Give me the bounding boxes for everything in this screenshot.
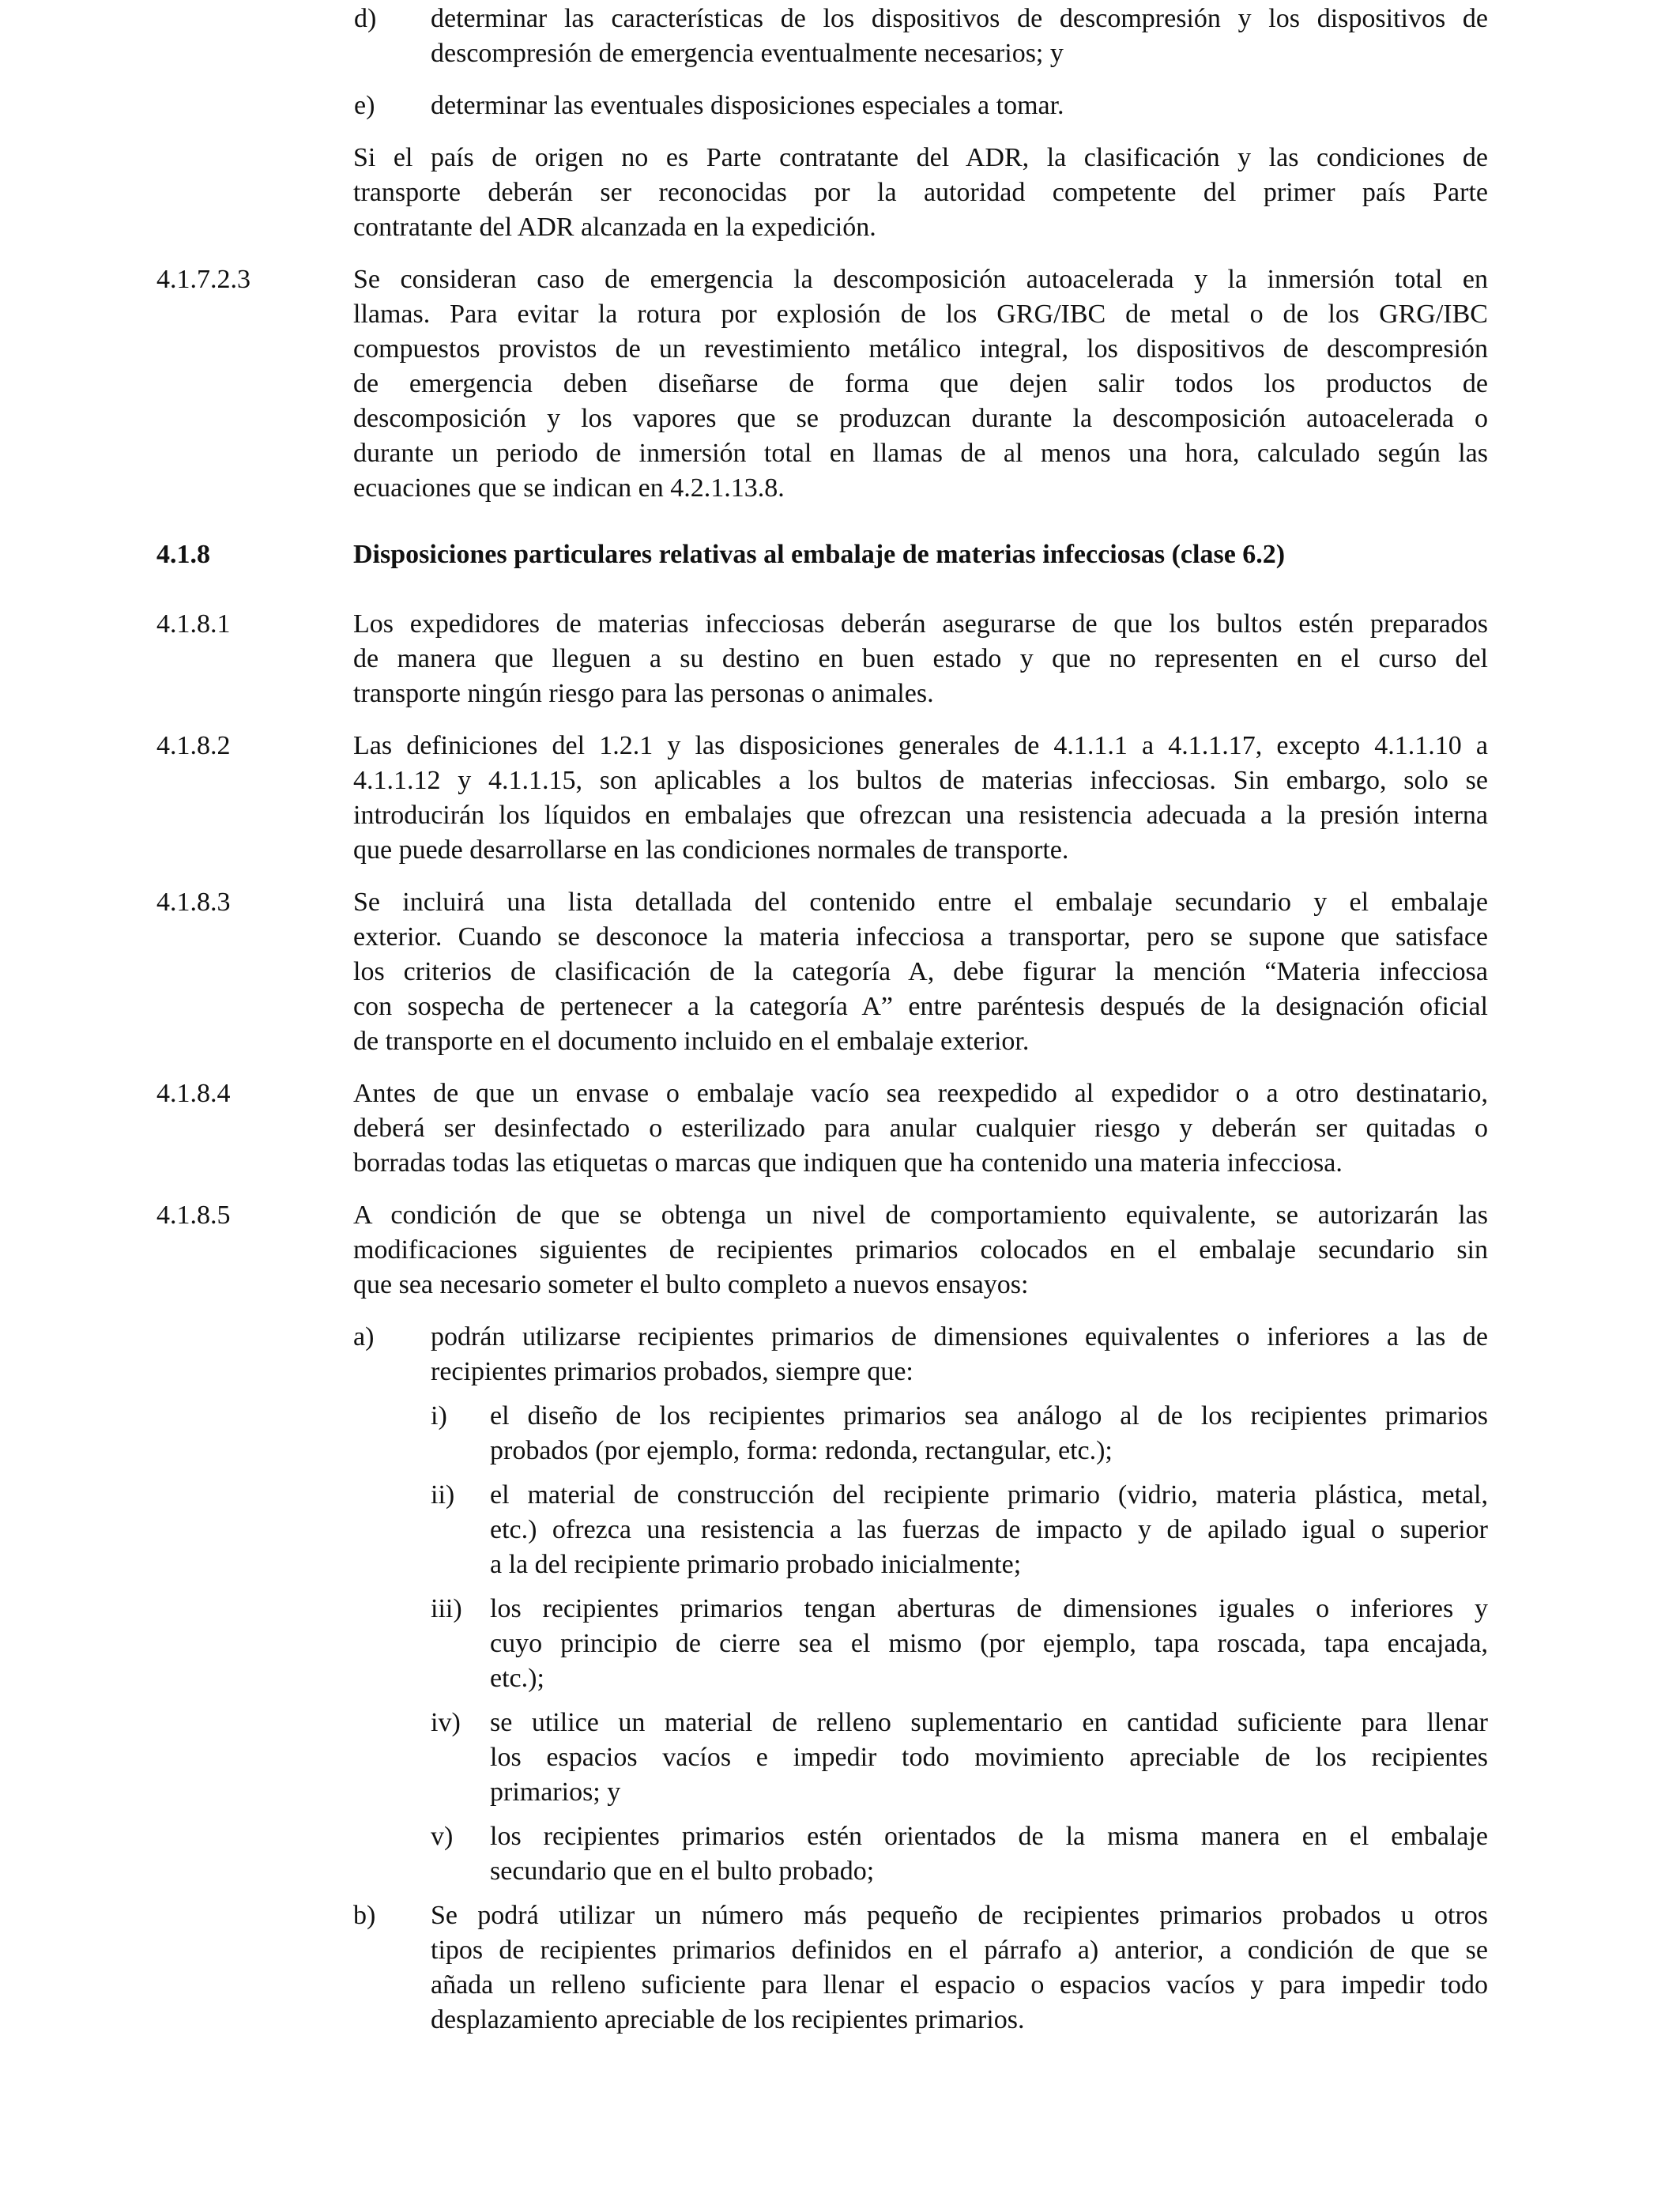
item-b-line-1: Se podrá utilizar un número más pequeño de recipientes primarios probados u otros [431, 1901, 1488, 1930]
subitem-label-i: i) [431, 1401, 447, 1431]
s4183-line-4: con sospecha de pertenecer a la categoría A” entre paréntesis después de la designación oficial [353, 992, 1488, 1021]
item-b-line-3: añada un relleno suficiente para llenar el espacio o espacios vacíos y para impedir todo [431, 1970, 1488, 2000]
para-origen-line-3: contratante del ADR alcanzada en la expedición. [353, 213, 876, 242]
subitem-ii-line-1: el material de construcción del recipiente primario (vidrio, materia plástica, metal, [490, 1480, 1488, 1510]
item-a-line-1: podrán utilizarse recipientes primarios de dimensiones equivalentes o inferiores a las de [431, 1322, 1488, 1351]
item-label-d: d) [354, 4, 377, 33]
s4185-line-2: modificaciones siguientes de recipientes primarios colocados en el embalaje secundario sin [353, 1235, 1488, 1265]
s4182-line-2: 4.1.1.12 y 4.1.1.15, son aplicables a los bultos de materias infecciosas. Sin embargo, solo se [353, 766, 1488, 795]
section-number-4-1-7-2-3: 4.1.7.2.3 [156, 265, 250, 294]
s4183-line-3: los criterios de clasificación de la categoría A, debe figurar la mención “Materia infecciosa [353, 957, 1488, 986]
section-title-4-1-8: Disposiciones particulares relativas al embalaje de materias infecciosas (clase 6.2) [353, 540, 1286, 569]
para-origen-line-1: Si el país de origen no es Parte contratante del ADR, la clasificación y las condiciones de [353, 143, 1488, 172]
item-label-b: b) [353, 1901, 376, 1930]
s4181-line-2: de manera que lleguen a su destino en buen estado y que no representen en el curso del [353, 644, 1488, 673]
item-label-e: e) [354, 91, 375, 120]
s4185-line-3: que sea necesario someter el bulto completo a nuevos ensayos: [353, 1270, 1029, 1299]
subitem-iii-line-2: cuyo principio de cierre sea el mismo (por ejemplo, tapa roscada, tapa encajada, [490, 1629, 1488, 1658]
item-a-line-2: recipientes primarios probados, siempre que: [431, 1357, 913, 1386]
s4172-3-line-2: llamas. Para evitar la rotura por explosión de los GRG/IBC de metal o de los GRG/IBC [353, 300, 1488, 329]
s4185-line-1: A condición de que se obtenga un nivel de comportamiento equivalente, se autorizarán las [353, 1201, 1488, 1230]
s4184-line-3: borradas todas las etiquetas o marcas que indiquen que ha contenido una materia infecciosa. [353, 1148, 1343, 1178]
item-b-line-4: desplazamiento apreciable de los recipientes primarios. [431, 2005, 1025, 2034]
subitem-ii-line-3: a la del recipiente primario probado inicialmente; [490, 1550, 1022, 1579]
s4182-line-1: Las definiciones del 1.2.1 y las disposiciones generales de 4.1.1.1 a 4.1.1.17, excepto 4.1.1.10 a [353, 731, 1488, 760]
subitem-ii-line-2: etc.) ofrezca una resistencia a las fuerzas de impacto y de apilado igual o superior [490, 1515, 1488, 1544]
subitem-i-line-1: el diseño de los recipientes primarios sea análogo al de los recipientes primarios [490, 1401, 1488, 1431]
subitem-label-iv: iv) [431, 1708, 461, 1737]
subitem-iii-line-1: los recipientes primarios tengan aberturas de dimensiones iguales o inferiores y [490, 1594, 1488, 1623]
section-number-4-1-8-5: 4.1.8.5 [156, 1201, 231, 1230]
s4172-3-line-5: descomposición y los vapores que se produzcan durante la descomposición autoacelerada o [353, 404, 1488, 433]
subitem-v-line-2: secundario que en el bulto probado; [490, 1857, 875, 1886]
subitem-label-iii: iii) [431, 1594, 462, 1623]
s4181-line-1: Los expedidores de materias infecciosas deberán asegurarse de que los bultos estén preparados [353, 609, 1488, 639]
item-d-line-1: determinar las características de los dispositivos de descompresión y los dispositivos de [431, 4, 1488, 33]
subitem-label-ii: ii) [431, 1480, 455, 1510]
s4184-line-1: Antes de que un envase o embalaje vacío sea reexpedido al expedidor o a otro destinatario, [353, 1079, 1488, 1108]
s4172-3-line-1: Se consideran caso de emergencia la descomposición autoacelerada y la inmersión total en [353, 265, 1488, 294]
subitem-label-v: v) [431, 1822, 454, 1851]
s4183-line-1: Se incluirá una lista detallada del contenido entre el embalaje secundario y el embalaje [353, 888, 1488, 917]
s4182-line-3: introducirán los líquidos en embalajes que ofrezcan una resistencia adecuada a la presión interna [353, 801, 1488, 830]
s4184-line-2: deberá ser desinfectado o esterilizado para anular cualquier riesgo y deberán ser quitadas o [353, 1114, 1488, 1143]
subitem-iv-line-2: los espacios vacíos e impedir todo movimiento apreciable de los recipientes [490, 1743, 1488, 1772]
s4183-line-5: de transporte en el documento incluido en el embalaje exterior. [353, 1027, 1030, 1056]
s4172-3-line-3: compuestos provistos de un revestimiento metálico integral, los dispositivos de descompresión [353, 334, 1488, 364]
subitem-v-line-1: los recipientes primarios estén orientados de la misma manera en el embalaje [490, 1822, 1488, 1851]
item-d-line-2: descompresión de emergencia eventualmente necesarios; y [431, 39, 1064, 68]
section-number-4-1-8: 4.1.8 [156, 540, 210, 569]
subitem-iii-line-3: etc.); [490, 1664, 544, 1693]
s4181-line-3: transporte ningún riesgo para las personas o animales. [353, 679, 934, 708]
s4172-3-line-6: durante un periodo de inmersión total en llamas de al menos una hora, calculado según las [353, 439, 1488, 468]
section-number-4-1-8-4: 4.1.8.4 [156, 1079, 231, 1108]
subitem-i-line-2: probados (por ejemplo, forma: redonda, rectangular, etc.); [490, 1436, 1113, 1465]
s4172-3-line-7: ecuaciones que se indican en 4.2.1.13.8. [353, 473, 785, 503]
s4182-line-4: que puede desarrollarse en las condiciones normales de transporte. [353, 835, 1069, 865]
s4183-line-2: exterior. Cuando se desconoce la materia infecciosa a transportar, pero se supone que satisface [353, 922, 1488, 952]
s4172-3-line-4: de emergencia deben diseñarse de forma que dejen salir todos los productos de [353, 369, 1488, 398]
subitem-iv-line-1: se utilice un material de relleno suplementario en cantidad suficiente para llenar [490, 1708, 1488, 1737]
section-number-4-1-8-1: 4.1.8.1 [156, 609, 231, 639]
section-number-4-1-8-2: 4.1.8.2 [156, 731, 231, 760]
item-label-a: a) [353, 1322, 375, 1351]
section-number-4-1-8-3: 4.1.8.3 [156, 888, 231, 917]
subitem-iv-line-3: primarios; y [490, 1777, 621, 1807]
item-e-line-1: determinar las eventuales disposiciones especiales a tomar. [431, 91, 1064, 120]
item-b-line-2: tipos de recipientes primarios definidos en el párrafo a) anterior, a condición de que se [431, 1936, 1488, 1965]
para-origen-line-2: transporte deberán ser reconocidas por la autoridad competente del primer país Parte [353, 178, 1488, 207]
